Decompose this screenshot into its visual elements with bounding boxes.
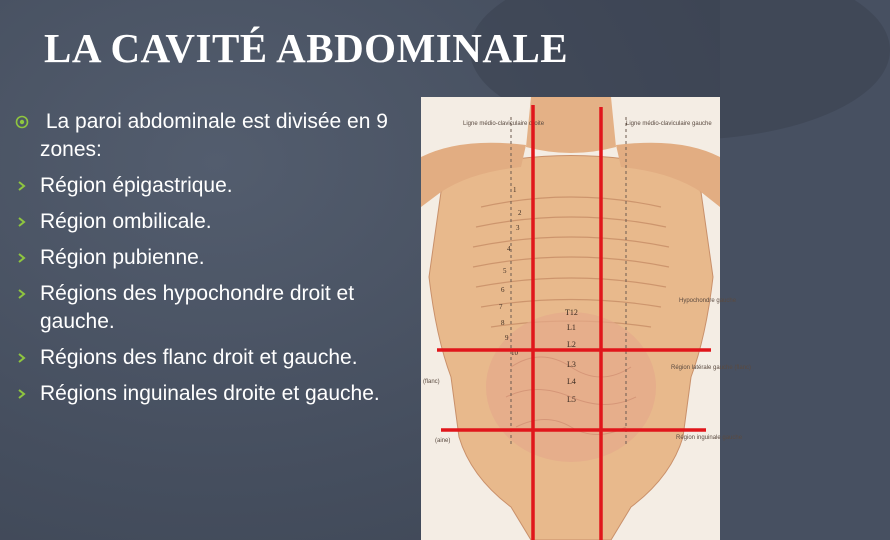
rib-number: 10: [511, 349, 518, 357]
arrow-right-icon: [12, 208, 32, 236]
right-midclavicular-label: Ligne médio-claviculaire gauche: [626, 121, 712, 127]
vertebra-label: L5: [567, 395, 576, 404]
arrow-right-icon: [12, 344, 32, 372]
vertebra-label: L3: [567, 360, 576, 369]
vertebra-label: L4: [567, 377, 576, 386]
bullet-text: Région ombilicale.: [40, 210, 212, 233]
flanc-label: Région latérale gauche (flanc): [671, 365, 752, 371]
inguinal-label: Région inguinale gauche: [676, 435, 743, 441]
bullet-text: Régions des flanc droit et gauche.: [40, 346, 358, 369]
bullet-item: [12, 344, 412, 372]
rib-number: 1: [513, 186, 517, 194]
bullet-text: Régions inguinales droite et gauche.: [40, 382, 380, 405]
bullet-text: Régions des hypochondre droit et gauche.: [40, 282, 355, 333]
left-aine-label: (aine): [435, 438, 451, 444]
arrow-right-icon: [12, 280, 32, 308]
rib-number: 7: [499, 303, 503, 311]
vertebra-label: L1: [567, 323, 576, 332]
left-midclavicular-label: Ligne médio-claviculaire droite: [463, 121, 545, 127]
hypochondre-label: Hypochondre gauche: [679, 298, 737, 304]
bullet-text: Région pubienne.: [40, 246, 205, 269]
vertebra-label: T12: [565, 308, 578, 317]
bullet-item: [12, 380, 412, 408]
rib-number: 4: [507, 245, 511, 253]
bullet-text: Région épigastrique.: [40, 174, 233, 197]
vertebra-label: L2: [567, 340, 576, 349]
rib-number: 5: [503, 267, 507, 275]
bullet-text: La paroi abdominale est divisée en 9 zones:: [40, 110, 394, 161]
bullet-item: [12, 280, 412, 336]
bullet-item: [12, 172, 412, 200]
arrow-right-icon: [12, 172, 32, 200]
anatomy-figure: [421, 97, 752, 540]
circle-target-icon: [12, 108, 32, 136]
rib-number: 9: [505, 334, 509, 342]
bullet-list: [12, 108, 412, 416]
bullet-item: [12, 208, 412, 236]
rib-number: 6: [501, 286, 505, 294]
arrow-right-icon: [12, 380, 32, 408]
bullet-item: [12, 108, 412, 164]
slide-title: LA CAVITÉ ABDOMINALE: [44, 25, 569, 71]
arrow-right-icon: [12, 244, 32, 272]
rib-number: 3: [516, 224, 520, 232]
left-flanc-label: (flanc): [423, 379, 440, 385]
rib-number: 2: [518, 209, 522, 217]
rib-number: 8: [501, 319, 505, 327]
bullet-item: [12, 244, 412, 272]
abdominal-regions-illustration: [421, 97, 752, 540]
